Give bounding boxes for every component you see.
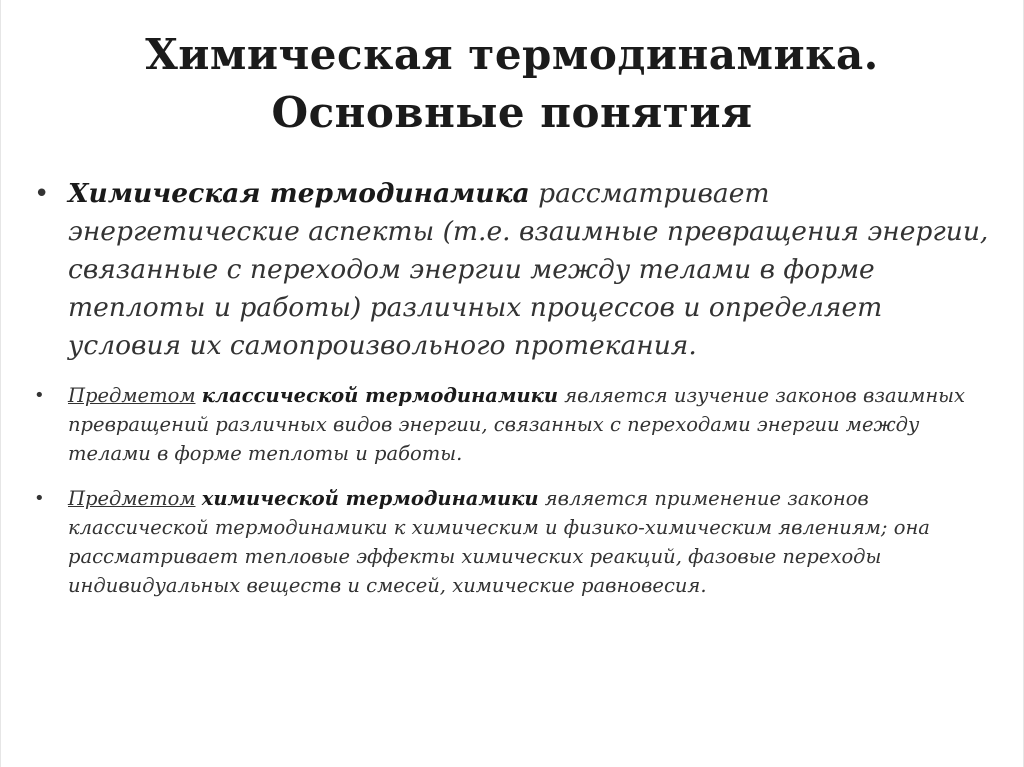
classical-subject-text: является изучение законов взаимных превращений различных видов энергии, связанных с переходами энергии между телами в форме теплоты и работы. (68, 384, 966, 465)
bullet-dot: • (34, 179, 50, 209)
bullet-item-definition (30, 175, 994, 365)
slide-left-edge (0, 0, 1, 767)
chemical-subject-text: является применение законов классической термодинамики к химическим и физико-химическим явлениям; она рассматривает тепловые эффекты химических реакций, фазовые переходы индивидуальных веществ и смесей, химические равновесия. (68, 487, 930, 597)
term-chemical-thermodynamics: Химическая термодинамика (68, 178, 530, 209)
bullet-dot: • (34, 488, 45, 509)
definition-text: рассматривает энергетические аспекты (т.е. взаимные превращения энергии, связанные с переходом энергии между телами в форме теплоты и работы) различных процессов и определяет условия их самопроизвольного протекания. (68, 178, 989, 361)
slide-title (40, 26, 984, 142)
subject-label: Предметом (68, 487, 196, 510)
bullet-item-classical-subject (30, 381, 994, 468)
bullet-dot: • (34, 385, 45, 406)
term-classical-thermodynamics: классической термодинамики (201, 384, 559, 407)
bullet-list (30, 175, 994, 600)
bullet-item-chemical-subject (30, 484, 994, 600)
title-line-1: Химическая термодинамика. (145, 30, 879, 79)
term-chemical-thermodynamics-subject: химической термодинамики (201, 487, 539, 510)
title-line-2: Основные понятия (271, 88, 753, 137)
subject-label: Предметом (68, 384, 196, 407)
